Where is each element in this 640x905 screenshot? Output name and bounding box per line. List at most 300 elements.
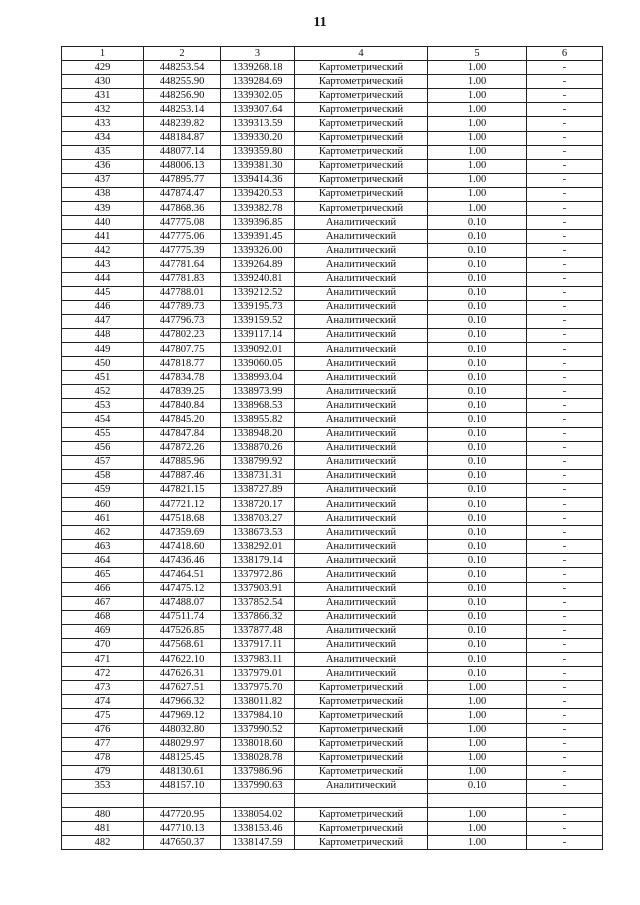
table-row [62,610,603,624]
method-cell: Картометрический [295,159,428,173]
x-coordinate-cell: 447464.51 [144,568,221,582]
accuracy-cell: 0.10 [428,399,527,413]
x-coordinate-cell: 447818.77 [144,357,221,371]
x-coordinate-cell: 447969.12 [144,709,221,723]
method-cell: Аналитический [295,385,428,399]
method-cell: Аналитический [295,314,428,328]
table-row [62,779,603,793]
accuracy-cell: 0.10 [428,498,527,512]
y-coordinate-cell: 1338955.82 [221,413,295,427]
table-row [62,342,603,356]
accuracy-cell: 0.10 [428,469,527,483]
note-cell: - [527,159,603,173]
coordinates-table [61,46,603,850]
note-cell: - [527,765,603,779]
accuracy-cell: 1.00 [428,202,527,216]
y-coordinate-cell: 1337986.96 [221,765,295,779]
note-cell: - [527,836,603,850]
table-row [62,822,603,836]
note-cell: - [527,540,603,554]
accuracy-cell: 0.10 [428,272,527,286]
y-coordinate-cell: 1339391.45 [221,230,295,244]
x-coordinate-cell: 447868.36 [144,202,221,216]
x-coordinate-cell: 447475.12 [144,582,221,596]
y-coordinate-cell: 1339382.78 [221,202,295,216]
y-coordinate-cell: 1337972.86 [221,568,295,582]
note-cell: - [527,413,603,427]
x-coordinate-cell: 447721.12 [144,498,221,512]
table-row [62,765,603,779]
note-cell: - [527,314,603,328]
method-cell: Картометрический [295,751,428,765]
y-coordinate-cell: 1339414.36 [221,173,295,187]
accuracy-cell: 0.10 [428,230,527,244]
accuracy-cell: 0.10 [428,554,527,568]
note-cell: - [527,653,603,667]
y-coordinate-cell: 1339302.05 [221,89,295,103]
point-number-cell: 353 [62,779,144,793]
table-row [62,61,603,75]
table-row [62,723,603,737]
method-cell: Картометрический [295,709,428,723]
accuracy-cell [428,793,527,807]
column-header: 6 [527,47,603,61]
point-number-cell: 440 [62,216,144,230]
table-row [62,173,603,187]
y-coordinate-cell: 1339240.81 [221,272,295,286]
accuracy-cell: 0.10 [428,667,527,681]
method-cell: Картометрический [295,61,428,75]
point-number-cell: 458 [62,469,144,483]
column-header: 1 [62,47,144,61]
method-cell: Аналитический [295,540,428,554]
accuracy-cell: 0.10 [428,568,527,582]
x-coordinate-cell: 447807.75 [144,342,221,356]
method-cell: Картометрический [295,117,428,131]
accuracy-cell: 1.00 [428,89,527,103]
accuracy-cell: 0.10 [428,610,527,624]
table-row [62,808,603,822]
table-row [62,638,603,652]
note-cell: - [527,779,603,793]
x-coordinate-cell: 447895.77 [144,173,221,187]
method-cell: Картометрический [295,145,428,159]
table-row [62,314,603,328]
point-number-cell: 444 [62,272,144,286]
method-cell: Аналитический [295,779,428,793]
point-number-cell: 482 [62,836,144,850]
point-number-cell: 473 [62,681,144,695]
note-cell: - [527,498,603,512]
table-row [62,483,603,497]
column-header: 2 [144,47,221,61]
point-number-cell: 438 [62,187,144,201]
point-number-cell: 434 [62,131,144,145]
note-cell: - [527,216,603,230]
point-number-cell: 432 [62,103,144,117]
method-cell: Аналитический [295,342,428,356]
x-coordinate-cell: 447488.07 [144,596,221,610]
y-coordinate-cell: 1338993.04 [221,371,295,385]
point-number-cell: 459 [62,483,144,497]
method-cell: Аналитический [295,469,428,483]
method-cell: Картометрический [295,202,428,216]
note-cell: - [527,751,603,765]
y-coordinate-cell: 1339264.89 [221,258,295,272]
method-cell: Аналитический [295,413,428,427]
x-coordinate-cell: 448032.80 [144,723,221,737]
y-coordinate-cell [221,793,295,807]
table-row [62,737,603,751]
point-number-cell: 472 [62,667,144,681]
point-number-cell: 466 [62,582,144,596]
point-number-cell: 445 [62,286,144,300]
accuracy-cell: 0.10 [428,328,527,342]
y-coordinate-cell: 1339195.73 [221,300,295,314]
point-number-cell: 470 [62,638,144,652]
method-cell: Аналитический [295,300,428,314]
method-cell: Аналитический [295,455,428,469]
y-coordinate-cell: 1338703.27 [221,512,295,526]
column-header: 3 [221,47,295,61]
y-coordinate-cell: 1338973.99 [221,385,295,399]
accuracy-cell: 0.10 [428,371,527,385]
y-coordinate-cell: 1337979.01 [221,667,295,681]
point-number-cell: 456 [62,441,144,455]
note-cell: - [527,342,603,356]
accuracy-cell: 1.00 [428,159,527,173]
note-cell: - [527,131,603,145]
accuracy-cell: 1.00 [428,117,527,131]
table-row [62,695,603,709]
point-number-cell: 457 [62,455,144,469]
accuracy-cell: 1.00 [428,836,527,850]
y-coordinate-cell: 1339268.18 [221,61,295,75]
note-cell: - [527,258,603,272]
table-row [62,568,603,582]
accuracy-cell: 0.10 [428,512,527,526]
y-coordinate-cell: 1337877.48 [221,624,295,638]
table-row [62,103,603,117]
accuracy-cell: 1.00 [428,681,527,695]
method-cell: Картометрический [295,75,428,89]
x-coordinate-cell: 447720.95 [144,808,221,822]
method-cell: Картометрический [295,808,428,822]
note-cell: - [527,483,603,497]
table-row [62,131,603,145]
table-header [62,47,603,61]
method-cell: Картометрический [295,765,428,779]
y-coordinate-cell: 1338054.02 [221,808,295,822]
column-header: 5 [428,47,527,61]
accuracy-cell: 0.10 [428,216,527,230]
method-cell: Аналитический [295,582,428,596]
x-coordinate-cell: 447775.08 [144,216,221,230]
header-row [62,47,603,61]
note-cell: - [527,357,603,371]
note-cell: - [527,75,603,89]
table-row [62,793,603,807]
point-number-cell: 468 [62,610,144,624]
y-coordinate-cell: 1339159.52 [221,314,295,328]
note-cell: - [527,596,603,610]
y-coordinate-cell: 1337975.70 [221,681,295,695]
point-number-cell: 435 [62,145,144,159]
note-cell: - [527,695,603,709]
note-cell: - [527,582,603,596]
y-coordinate-cell: 1339396.85 [221,216,295,230]
y-coordinate-cell: 1337983.11 [221,653,295,667]
note-cell: - [527,822,603,836]
method-cell: Картометрический [295,737,428,751]
accuracy-cell: 1.00 [428,737,527,751]
y-coordinate-cell: 1337866.32 [221,610,295,624]
method-cell: Аналитический [295,512,428,526]
note-cell: - [527,399,603,413]
x-coordinate-cell: 447626.31 [144,667,221,681]
y-coordinate-cell: 1339212.52 [221,286,295,300]
note-cell: - [527,173,603,187]
accuracy-cell: 0.10 [428,342,527,356]
accuracy-cell: 0.10 [428,385,527,399]
x-coordinate-cell: 447418.60 [144,540,221,554]
x-coordinate-cell: 448130.61 [144,765,221,779]
method-cell: Аналитический [295,638,428,652]
point-number-cell: 460 [62,498,144,512]
x-coordinate-cell: 447796.73 [144,314,221,328]
x-coordinate-cell: 447966.32 [144,695,221,709]
method-cell: Картометрический [295,131,428,145]
method-cell: Аналитический [295,371,428,385]
x-coordinate-cell: 447627.51 [144,681,221,695]
y-coordinate-cell: 1338799.92 [221,455,295,469]
point-number-cell: 453 [62,399,144,413]
method-cell: Аналитический [295,441,428,455]
table-row [62,751,603,765]
y-coordinate-cell: 1338179.14 [221,554,295,568]
y-coordinate-cell: 1337990.52 [221,723,295,737]
table-row [62,202,603,216]
point-number-cell: 481 [62,822,144,836]
point-number-cell: 478 [62,751,144,765]
x-coordinate-cell: 448256.90 [144,89,221,103]
table-row [62,455,603,469]
note-cell: - [527,187,603,201]
point-number-cell: 477 [62,737,144,751]
x-coordinate-cell: 448125.45 [144,751,221,765]
point-number-cell: 469 [62,624,144,638]
x-coordinate-cell: 447775.06 [144,230,221,244]
note-cell: - [527,230,603,244]
method-cell: Картометрический [295,822,428,836]
method-cell: Картометрический [295,681,428,695]
point-number-cell: 467 [62,596,144,610]
table-row [62,413,603,427]
y-coordinate-cell: 1339313.59 [221,117,295,131]
method-cell: Картометрический [295,103,428,117]
point-number-cell: 439 [62,202,144,216]
note-cell: - [527,808,603,822]
point-number-cell: 463 [62,540,144,554]
y-coordinate-cell: 1337990.63 [221,779,295,793]
table-row [62,216,603,230]
x-coordinate-cell [144,793,221,807]
accuracy-cell: 0.10 [428,300,527,314]
table-body [62,61,603,850]
accuracy-cell: 0.10 [428,540,527,554]
point-number-cell: 437 [62,173,144,187]
point-number-cell: 443 [62,258,144,272]
x-coordinate-cell: 447847.84 [144,427,221,441]
page-number: 11 [313,15,327,30]
y-coordinate-cell: 1339381.30 [221,159,295,173]
table-row [62,596,603,610]
note-cell: - [527,300,603,314]
y-coordinate-cell: 1338948.20 [221,427,295,441]
y-coordinate-cell: 1339060.05 [221,357,295,371]
y-coordinate-cell: 1339307.64 [221,103,295,117]
accuracy-cell: 0.10 [428,582,527,596]
table-row [62,498,603,512]
table-row [62,258,603,272]
x-coordinate-cell: 448253.14 [144,103,221,117]
x-coordinate-cell: 447874.47 [144,187,221,201]
method-cell: Картометрический [295,836,428,850]
x-coordinate-cell: 447887.46 [144,469,221,483]
note-cell: - [527,737,603,751]
y-coordinate-cell: 1337984.10 [221,709,295,723]
point-number-cell: 436 [62,159,144,173]
y-coordinate-cell: 1339117.14 [221,328,295,342]
x-coordinate-cell: 448253.54 [144,61,221,75]
accuracy-cell: 0.10 [428,357,527,371]
note-cell: - [527,624,603,638]
point-number-cell: 475 [62,709,144,723]
method-cell: Аналитический [295,328,428,342]
method-cell: Картометрический [295,723,428,737]
table-row [62,371,603,385]
point-number-cell: 474 [62,695,144,709]
accuracy-cell: 0.10 [428,624,527,638]
method-cell: Аналитический [295,610,428,624]
point-number-cell: 448 [62,328,144,342]
x-coordinate-cell: 447781.64 [144,258,221,272]
x-coordinate-cell: 447821.15 [144,483,221,497]
y-coordinate-cell: 1338292.01 [221,540,295,554]
y-coordinate-cell: 1338147.59 [221,836,295,850]
x-coordinate-cell: 448077.14 [144,145,221,159]
table-row [62,328,603,342]
point-number-cell: 454 [62,413,144,427]
note-cell: - [527,89,603,103]
y-coordinate-cell: 1339326.00 [221,244,295,258]
point-number-cell: 429 [62,61,144,75]
y-coordinate-cell: 1337852.54 [221,596,295,610]
point-number-cell: 452 [62,385,144,399]
note-cell: - [527,286,603,300]
table-row [62,117,603,131]
note-cell: - [527,526,603,540]
note-cell: - [527,103,603,117]
note-cell: - [527,610,603,624]
table-row [62,75,603,89]
accuracy-cell: 1.00 [428,695,527,709]
note-cell: - [527,723,603,737]
x-coordinate-cell: 447526.85 [144,624,221,638]
table-row [62,286,603,300]
y-coordinate-cell: 1338673.53 [221,526,295,540]
table-row [62,709,603,723]
accuracy-cell: 1.00 [428,709,527,723]
y-coordinate-cell: 1337903.91 [221,582,295,596]
table-row [62,357,603,371]
x-coordinate-cell: 447518.68 [144,512,221,526]
accuracy-cell: 1.00 [428,61,527,75]
table-row [62,653,603,667]
point-number-cell: 479 [62,765,144,779]
note-cell: - [527,61,603,75]
accuracy-cell: 0.10 [428,258,527,272]
method-cell: Аналитический [295,667,428,681]
point-number-cell: 447 [62,314,144,328]
method-cell: Аналитический [295,526,428,540]
point-number-cell: 431 [62,89,144,103]
x-coordinate-cell: 447436.46 [144,554,221,568]
x-coordinate-cell: 447622.10 [144,653,221,667]
method-cell: Аналитический [295,357,428,371]
point-number-cell [62,793,144,807]
method-cell: Аналитический [295,624,428,638]
method-cell: Картометрический [295,695,428,709]
y-coordinate-cell: 1338720.17 [221,498,295,512]
accuracy-cell: 0.10 [428,314,527,328]
point-number-cell: 449 [62,342,144,356]
note-cell: - [527,469,603,483]
table-row [62,300,603,314]
point-number-cell: 480 [62,808,144,822]
note-cell: - [527,441,603,455]
note-cell [527,793,603,807]
table-row [62,582,603,596]
y-coordinate-cell: 1339092.01 [221,342,295,356]
x-coordinate-cell: 447840.84 [144,399,221,413]
note-cell: - [527,638,603,652]
y-coordinate-cell: 1337917.11 [221,638,295,652]
accuracy-cell: 0.10 [428,427,527,441]
accuracy-cell: 0.10 [428,441,527,455]
table-row [62,385,603,399]
note-cell: - [527,328,603,342]
x-coordinate-cell: 448239.82 [144,117,221,131]
note-cell: - [527,117,603,131]
table-row [62,526,603,540]
x-coordinate-cell: 447775.39 [144,244,221,258]
point-number-cell: 462 [62,526,144,540]
point-number-cell: 465 [62,568,144,582]
point-number-cell: 442 [62,244,144,258]
accuracy-cell: 1.00 [428,145,527,159]
accuracy-cell: 1.00 [428,131,527,145]
accuracy-cell: 1.00 [428,103,527,117]
method-cell: Аналитический [295,498,428,512]
accuracy-cell: 0.10 [428,455,527,469]
y-coordinate-cell: 1339330.20 [221,131,295,145]
table-row [62,187,603,201]
method-cell: Аналитический [295,427,428,441]
x-coordinate-cell: 448029.97 [144,737,221,751]
note-cell: - [527,512,603,526]
table-row [62,469,603,483]
